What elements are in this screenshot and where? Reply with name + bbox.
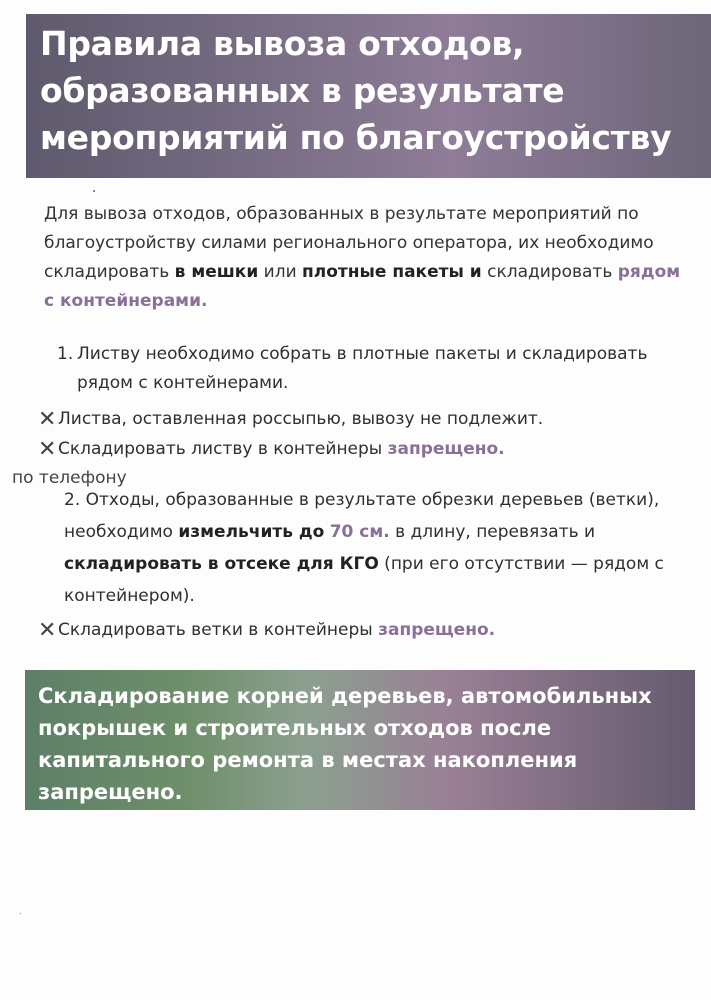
warning-branches-containers-accent: запрещено. <box>378 620 496 640</box>
footer-line-2: покрышек и строительных отходов после <box>38 716 552 740</box>
intro-bold-bags: в мешки <box>174 262 259 282</box>
intro-text-2: или <box>258 262 303 282</box>
instruction-item-2-text-2: в длину, перевязать и <box>389 522 596 542</box>
warning-leaves-containers-text: Складировать листву в контейнеры <box>58 439 388 459</box>
instruction-item-1 <box>57 340 687 398</box>
stray-phone-text: по телефону <box>12 468 127 488</box>
scan-speck <box>93 190 95 192</box>
intro-bold-dense-packages: плотные пакеты и <box>302 262 482 282</box>
close-icon: ✕ <box>38 618 57 643</box>
warning-leaves-containers-accent: запрещено. <box>387 439 505 459</box>
page-title-line-1: Правила вывоза отходов, <box>40 24 525 63</box>
close-icon: ✕ <box>38 407 57 432</box>
footer-line-4: запрещено. <box>38 780 183 804</box>
instruction-item-1-text: Листву необходимо собрать в плотные пакеты и складировать рядом с контейнерами. <box>77 344 648 393</box>
instruction-item-2-bold-kgo: складировать в отсеке для КГО <box>64 554 379 574</box>
warning-leaves-containers <box>38 435 678 463</box>
intro-paragraph <box>44 200 684 316</box>
instruction-item-2 <box>64 484 680 612</box>
warning-leaves-loose <box>38 405 678 433</box>
page-title <box>40 20 700 161</box>
instruction-item-2-length: 70 см. <box>329 522 390 542</box>
footer-warning <box>38 680 688 808</box>
footer-line-3: капитального ремонта в местах накопления <box>38 748 578 772</box>
page-title-line-3: мероприятий по благоустройству <box>40 118 672 157</box>
close-icon: ✕ <box>38 437 57 462</box>
intro-accent-near-containers: рядом с контейнерами. <box>44 262 681 311</box>
instruction-item-2-text-1: 2. Отходы, образованные в результате обрезки деревьев (ветки), необходимо <box>64 490 660 542</box>
warning-branches-containers <box>38 616 678 644</box>
warning-leaves-loose-text: Листва, оставленная россыпью, вывозу не подлежит. <box>58 409 544 429</box>
intro-text-3: складировать <box>481 262 618 282</box>
page-title-line-2: образованных в результате <box>40 71 565 110</box>
instruction-item-2-text-3: (при его отсутствии — рядом с контейнером). <box>64 554 664 606</box>
instruction-item-2-bold-shred: измельчить до <box>178 522 325 542</box>
scan-speck <box>20 913 21 914</box>
footer-line-1: Складирование корней деревьев, автомобильных <box>38 684 652 708</box>
scan-speck <box>690 14 692 16</box>
warning-branches-containers-text: Складировать ветки в контейнеры <box>58 620 379 640</box>
instruction-item-1-number: 1. <box>57 344 74 364</box>
intro-text-1: Для вывоза отходов, образованных в результате мероприятий по благоустройству силами регионального оператора, их необходимо складировать <box>44 204 654 282</box>
